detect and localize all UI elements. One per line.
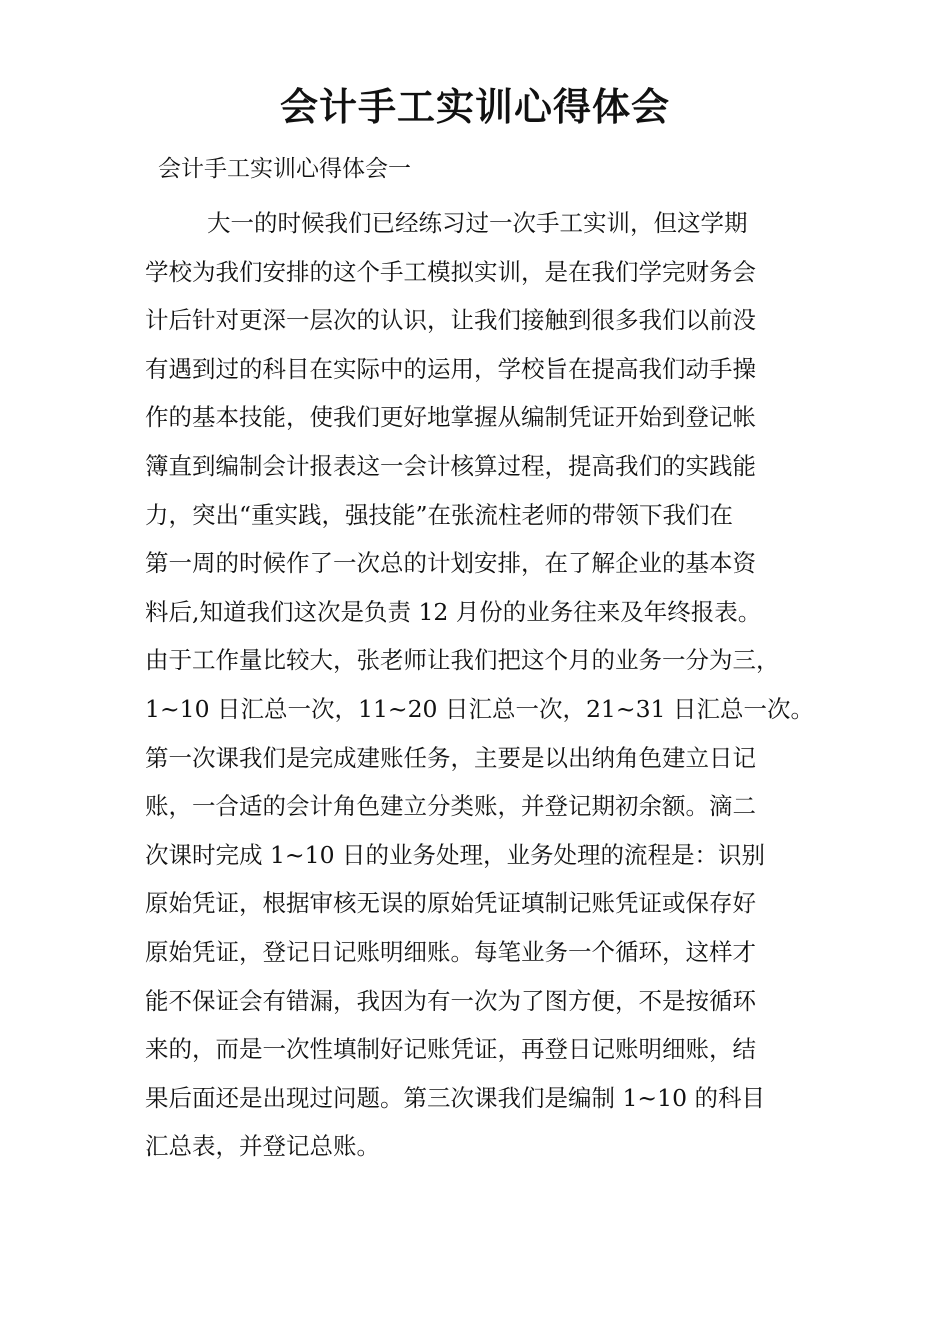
text-line: 原始凭证，登记日记账明细账。每笔业务一个循环，这样才 bbox=[145, 937, 756, 966]
text-line: 果后面还是出现过问题。第三次课我们是编制 1~10 的科目 bbox=[145, 1083, 765, 1112]
text-line: 原始凭证，根据审核无误的原始凭证填制记账凭证或保存好 bbox=[145, 889, 756, 918]
text-line: 簿直到编制会计报表这一会计核算过程，提高我们的实践能 bbox=[145, 451, 756, 480]
text-line: 由于工作量比较大，张老师让我们把这个月的业务一分为三， bbox=[145, 646, 780, 675]
text-line: 来的，而是一次性填制好记账凭证，再登日记账明细账，结 bbox=[145, 1035, 756, 1064]
document-title: 会计手工实训心得体会 bbox=[279, 84, 670, 129]
text-line: 学校为我们安排的这个手工模拟实训，是在我们学完财务会 bbox=[145, 257, 756, 286]
text-line: 有遇到过的科目在实际中的运用，学校旨在提高我们动手操 bbox=[145, 354, 756, 383]
text-line: 第一周的时候作了一次总的计划安排，在了解企业的基本资 bbox=[145, 549, 756, 578]
text-line: 1~10 日汇总一次，11~20 日汇总一次，21~31 日汇总一次。 bbox=[145, 694, 814, 723]
body-paragraph bbox=[145, 199, 815, 1171]
section-heading: 会计手工实训心得体会一 bbox=[158, 156, 411, 182]
text-line: 账，一合适的会计角色建立分类账，并登记期初余额。滴二 bbox=[145, 792, 756, 821]
text-line: 次课时完成 1~10 日的业务处理，业务处理的流程是：识别 bbox=[145, 840, 765, 869]
text-line: 料后,知道我们这次是负责 12 月份的业务往来及年终报表。 bbox=[145, 597, 762, 626]
text-line: 第一次课我们是完成建账任务，主要是以出纳角色建立日记 bbox=[145, 743, 756, 772]
text-line: 力，突出“重实践，强技能”在张流柱老师的带领下我们在 bbox=[145, 500, 734, 529]
text-line: 计后针对更深一层次的认识，让我们接触到很多我们以前没 bbox=[145, 306, 756, 335]
text-line: 汇总表，并登记总账。 bbox=[145, 1132, 380, 1161]
text-line: 能不保证会有错漏，我因为有一次为了图方便，不是按循环 bbox=[145, 986, 756, 1015]
text-line: 作的基本技能，使我们更好地掌握从编制凭证开始到登记帐 bbox=[145, 403, 756, 432]
text-line: 大一的时候我们已经练习过一次手工实训，但这学期 bbox=[207, 209, 748, 237]
